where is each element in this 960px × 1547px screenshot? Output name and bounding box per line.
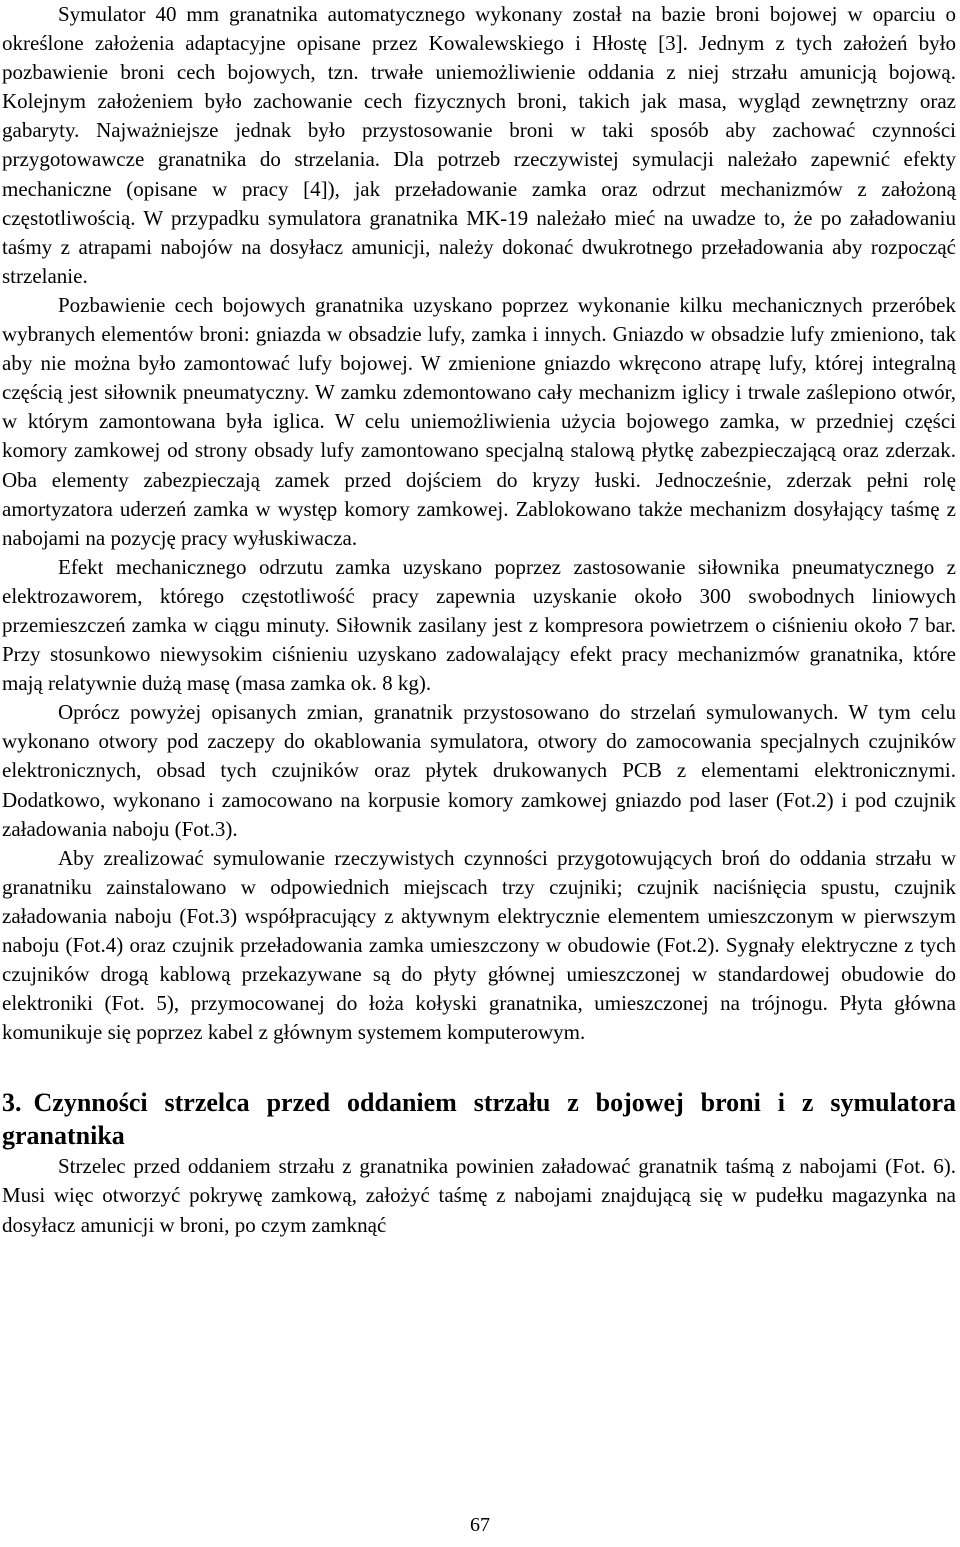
section-heading	[2, 1086, 956, 1152]
page-number: 67	[470, 1514, 490, 1536]
paragraph-4: Oprócz powyżej opisanych zmian, granatnik przystosowano do strzelań symulowanych. W tym celu wykonano otwory pod zaczepy do okablowania symulatora, otwory do zamocowania specjalnych czujników elektronicznych, obsad tych czujników oraz płytek drukowanych PCB z elementami elektronicznymi. Dodatkowo, wykonano i zamocowano na korpusie komory zamkowej gniazdo pod laser (Fot.2) i pod czujnik załadowania naboju (Fot.3).	[2, 700, 956, 841]
paragraph-5: Aby zrealizować symulowanie rzeczywistych czynności przygotowujących broń do oddania strzału w granatniku zainstalowano w odpowiednich miejscach trzy czujniki; czujnik naciśnięcia spustu, czujnik załadowania naboju (Fot.3) współpracujący z aktywnym elektrycznie elementem umieszczonym w pierwszym naboju (Fot.4) oraz czujnik przeładowania zamka umieszczony w obudowie (Fot.2). Sygnały elektryczne z tych czujników drogą kablową przekazywane są do płyty głównej umieszczonej w standardowej obudowie do elektroniki (Fot. 5), przymocowanej do łoża kołyski granatnika, umieszczonej na trójnogu. Płyta główna komunikuje się poprzez kabel z głównym systemem komputerowym.	[2, 845, 956, 1045]
section-paragraph-1: Strzelec przed oddaniem strzału z granatnika powinien załadować granatnik taśmą z nabojami (Fot. 6). Musi więc otworzyć pokrywę zamkową, założyć taśmę z nabojami znajdującą się w pudełku magazynka na dosyłacz amunicji w broni, po czym zamknąć	[2, 1154, 956, 1237]
section-title: Czynności strzelca przed oddaniem strzału z bojowej broni i z symulatora granatnika	[2, 1088, 956, 1151]
paragraph-3: Efekt mechanicznego odrzutu zamka uzyskano poprzez zastosowanie siłownika pneumatycznego z elektrozaworem, którego częstotliwość pracy zapewnia uzyskanie około 300 swobodnych liniowych przemieszczeń zamka w ciągu minuty. Siłownik zasilany jest z kompresora powietrzem o ciśnieniu około 7 bar. Przy stosunkowo niewysokim ciśnieniu uzyskano zadowalający efekt pracy mechanizmów granatnika, które mają relatywnie dużą masę (masa zamka ok. 8 kg).	[2, 554, 956, 696]
paragraph-1: Symulator 40 mm granatnika automatycznego wykonany został na bazie broni bojowej w oparciu o określone założenia adaptacyjne opisane przez Kowalewskiego i Hłostę [3]. Jednym z tych założeń było pozbawienie broni cech bojowych, tzn. trwałe uniemożliwienie oddania z niej strzału amunicją bojową. Kolejnym założeniem było zachowanie cech fizycznych broni, takich jak masa, wygląd zewnętrzny oraz gabaryty. Najważniejsze jednak było przystosowanie broni w taki sposób aby zachować czynności przygotowawcze granatnika do strzelania. Dla potrzeb rzeczywistej symulacji należało zapewnić efekty mechaniczne (opisane w pracy [4]), jak przeładowanie zamka oraz odrzut mechanizmów z założoną częstotliwością. W przypadku symulatora granatnika MK-19 należało mieć na uwadze to, że po załadowaniu taśmy z atrapami nabojów na dosyłacz amunicji, należy dokonać dwukrotnego przeładowania aby rozpocząć strzelanie.	[2, 2, 956, 288]
section-number: 3.	[2, 1088, 22, 1118]
document-page	[2, 0, 956, 1240]
paragraph-2: Pozbawienie cech bojowych granatnika uzyskano poprzez wykonanie kilku mechanicznych przeróbek wybranych elementów broni: gniazda w obsadzie lufy, zamka i innych. Gniazdo w obsadzie lufy zmieniono, tak aby nie można było zamontować lufy bojowej. W zmienione gniazdo wkręcono atrapę lufy, której integralną częścią jest siłownik pneumatyczny. W zamku zdemontowano cały mechanizm iglicy i trwale zaślepiono otwór, w którym zamontowana była iglica. W celu uniemożliwienia użycia bojowego zamka, w przedniej części komory zamkowej od strony obsady lufy zamontowano specjalną stalową płytkę zabezpieczającą oraz zderzak. Oba elementy zabezpieczają zamek przed dojściem do kryzy łuski. Jednocześnie, zderzak pełni rolę amortyzatora uderzeń zamka w występ komory zamkowej. Zablokowano także mechanizm dosyłający taśmę z nabojami na pozycję pracy wyłuskiwacza.	[2, 292, 956, 550]
